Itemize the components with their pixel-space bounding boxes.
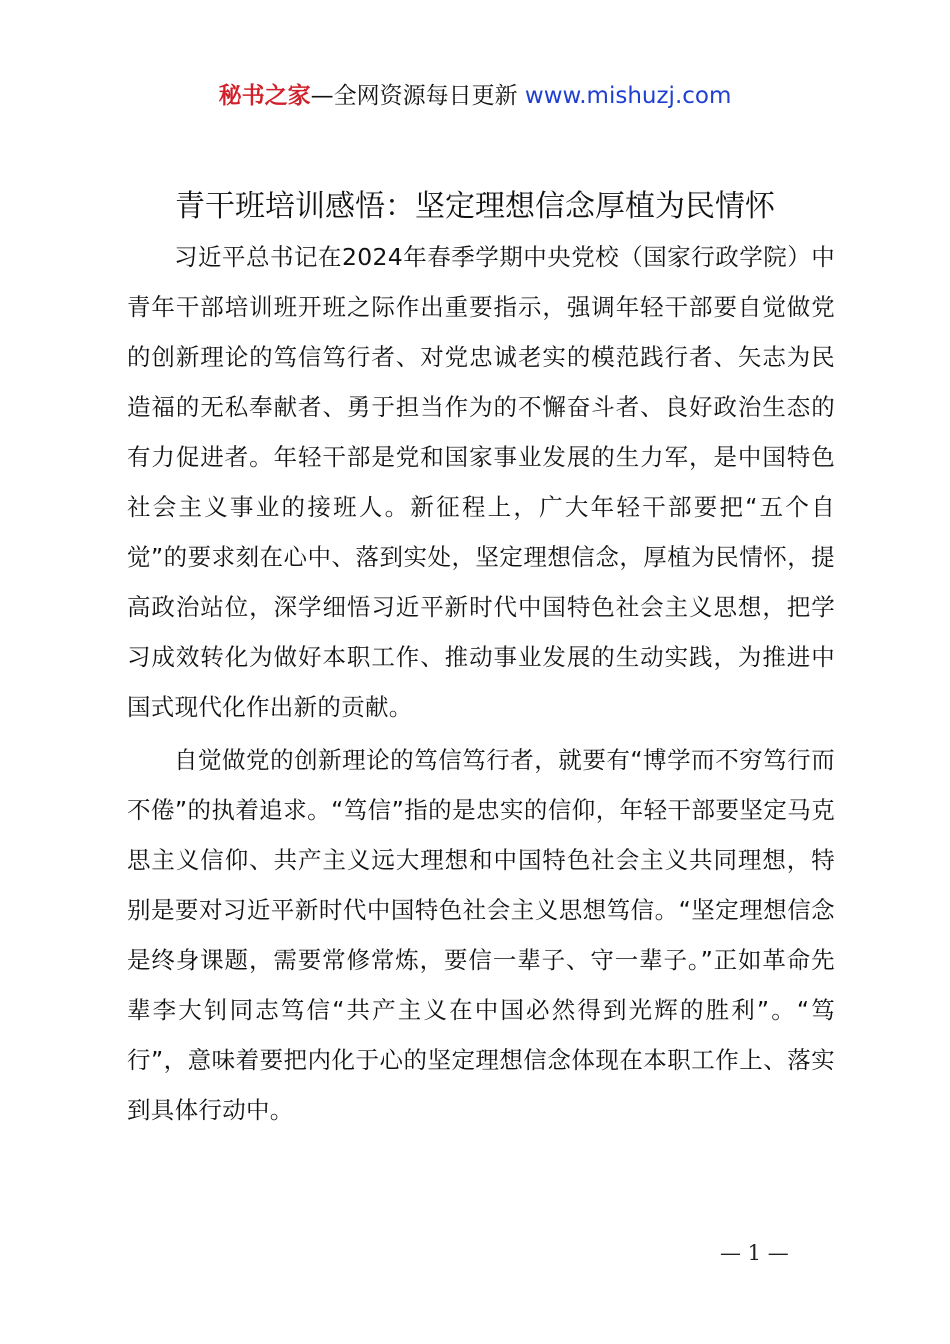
document-title: 青干班培训感悟：坚定理想信念厚植为民情怀 — [175, 189, 775, 224]
site-brand: 秘书之家 — [218, 83, 311, 109]
page-number: — 1 — — [720, 1241, 789, 1265]
body-paragraph-1: 习近平总书记在2024年春季学期中央党校（国家行政学院）中青年干部培训班开班之际作出重要指示，强调年轻干部要自觉做党的创新理论的笃信笃行者、对党忠诚老实的模范践行者、矢志为民造福的无私奉献者、勇于担当作为的不懈奋斗者、良好政治生态的有力促进者。年轻干部是党和国家事业发展的生力军，是中国特色社会主义事业的接班人。新征程上，广大年轻干部要把“五个自觉”的要求刻在心中、落到实处，坚定理想信念，厚植为民情怀，提高政治站位，深学细悟习近平新时代中国特色社会主义思想，把学习成效转化为做好本职工作、推动事业发展的生动实践，为推进中国式现代化作出新的贡献。 — [127, 243, 835, 721]
body-paragraph-2: 自觉做党的创新理论的笃信笃行者，就要有“博学而不穷笃行而不倦”的执着追求。“笃信”指的是忠实的信仰，年轻干部要坚定马克思主义信仰、共产主义远大理想和中国特色社会主义共同理想，特别是要对习近平新时代中国特色社会主义思想笃信。“坚定理想信念是终身课题，需要常修常炼，要信一辈子、守一辈子。”正如革命先辈李大钊同志笃信“共产主义在中国必然得到光辉的胜利”。“笃行”，意味着要把内化于心的坚定理想信念体现在本职工作上、落实到具体行动中。 — [127, 746, 835, 1124]
site-header — [0, 80, 950, 112]
site-tagline: —全网资源每日更新 — [310, 83, 518, 109]
document-body — [127, 232, 835, 1135]
site-url-link[interactable]: www.mishuzj.com — [524, 83, 732, 109]
